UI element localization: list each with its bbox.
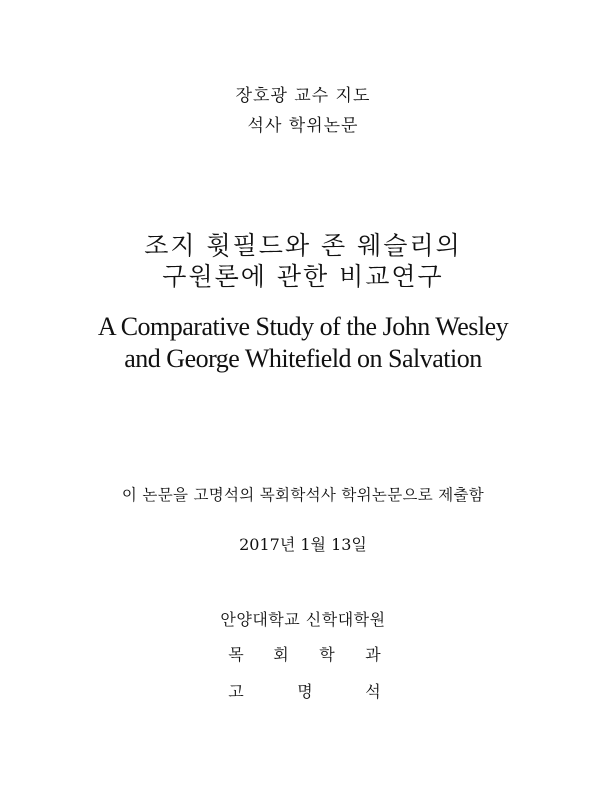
korean-title-line-1: 조지 휫필드와 존 웨슬리의 <box>144 231 462 260</box>
submission-statement: 이 논문을 고명석의 목회학석사 학위논문으로 제출함 <box>121 486 485 504</box>
author-name <box>0 684 606 704</box>
korean-title-line-2: 구원론에 관한 비교연구 <box>162 262 444 291</box>
author-char: 고 <box>228 682 244 701</box>
author-char: 명 <box>297 682 313 701</box>
department-char: 학 <box>319 645 335 664</box>
department-name <box>0 647 606 667</box>
department-char: 회 <box>273 645 289 664</box>
department-char: 과 <box>365 645 381 664</box>
advisor-line: 장호광 교수 지도 <box>235 86 371 106</box>
english-title-line-1: A Comparative Study of the John Wesley <box>97 312 509 341</box>
submission-date: 2017년 1월 13일 <box>239 535 367 554</box>
department-char: 목 <box>228 645 244 664</box>
institution-name: 안양대학교 신학대학원 <box>220 610 386 629</box>
english-title-line-2: and George Whitefield on Salvation <box>124 344 482 373</box>
author-char: 석 <box>365 682 381 701</box>
degree-type: 석사 학위논문 <box>247 116 359 136</box>
